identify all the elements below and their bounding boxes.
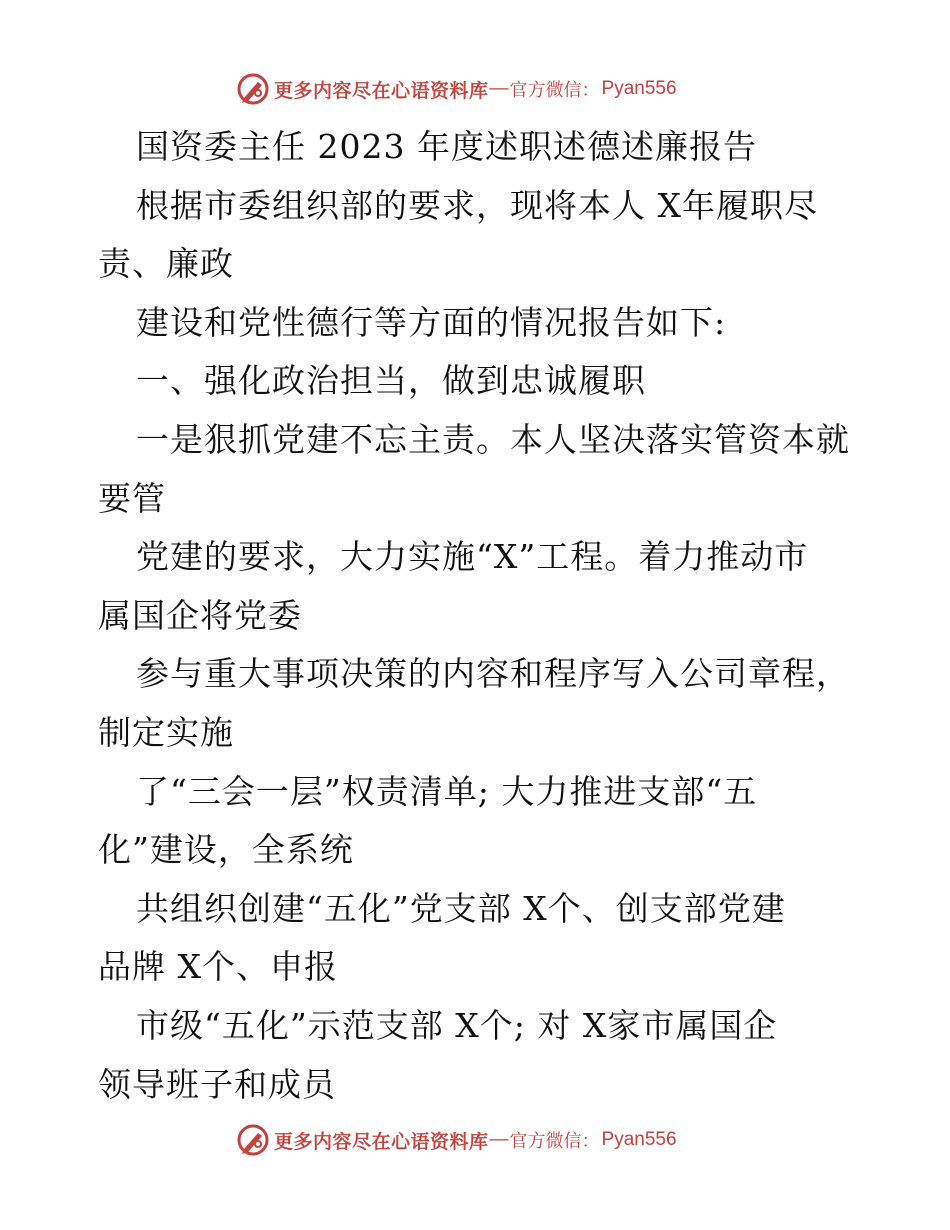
banner-wechat-label: 官方微信： xyxy=(509,80,600,101)
text-line: 属国企将党委 xyxy=(98,595,302,635)
text-line: 根据市委组织部的要求，现将本人 X年履职尽 xyxy=(136,185,818,225)
footer-banner xyxy=(236,1123,677,1157)
pen-logo-icon xyxy=(236,1123,270,1157)
banner-text: 更多内容尽在心语资料库 xyxy=(274,1130,489,1153)
banner-wechat-id: Pyan556 xyxy=(601,78,677,99)
text-line: 建设和党性德行等方面的情况报告如下: xyxy=(136,302,727,342)
text-line: 市级“五化”示范支部 X个; 对 X家市属国企 xyxy=(136,1005,778,1045)
banner-separator: — xyxy=(489,78,509,99)
section-heading: 一、强化政治担当，做到忠诚履职 xyxy=(136,361,646,401)
header-banner xyxy=(236,72,677,106)
text-line: 了“三会一层”权责清单; 大力推进支部“五 xyxy=(136,771,758,811)
text-line: 品牌 X个、申报 xyxy=(98,947,338,987)
banner-wechat-label: 官方微信： xyxy=(509,1131,600,1152)
document-title: 国资委主任 2023 年度述职述德述廉报告 xyxy=(136,127,757,166)
text-line: 领导班子和成员 xyxy=(98,1064,336,1104)
text-line: 化”建设，全系统 xyxy=(98,830,354,870)
pen-logo-icon xyxy=(236,72,270,106)
text-line: 一是狠抓党建不忘主责。本人坚决落实管资本就 xyxy=(136,419,850,459)
text-line: 要管 xyxy=(98,478,166,518)
banner-text: 更多内容尽在心语资料库 xyxy=(274,79,489,102)
banner-separator: — xyxy=(489,1129,509,1150)
text-line: 责、廉政 xyxy=(98,244,234,284)
text-line: 共组织创建“五化”党支部 X个、创支部党建 xyxy=(136,888,786,928)
banner-wechat-id: Pyan556 xyxy=(601,1129,677,1150)
document-body xyxy=(98,118,868,1114)
text-line: 参与重大事项决策的内容和程序写入公司章程， xyxy=(136,654,850,694)
text-line: 党建的要求，大力实施“X”工程。着力推动市 xyxy=(136,537,809,577)
text-line: 制定实施 xyxy=(98,712,234,752)
